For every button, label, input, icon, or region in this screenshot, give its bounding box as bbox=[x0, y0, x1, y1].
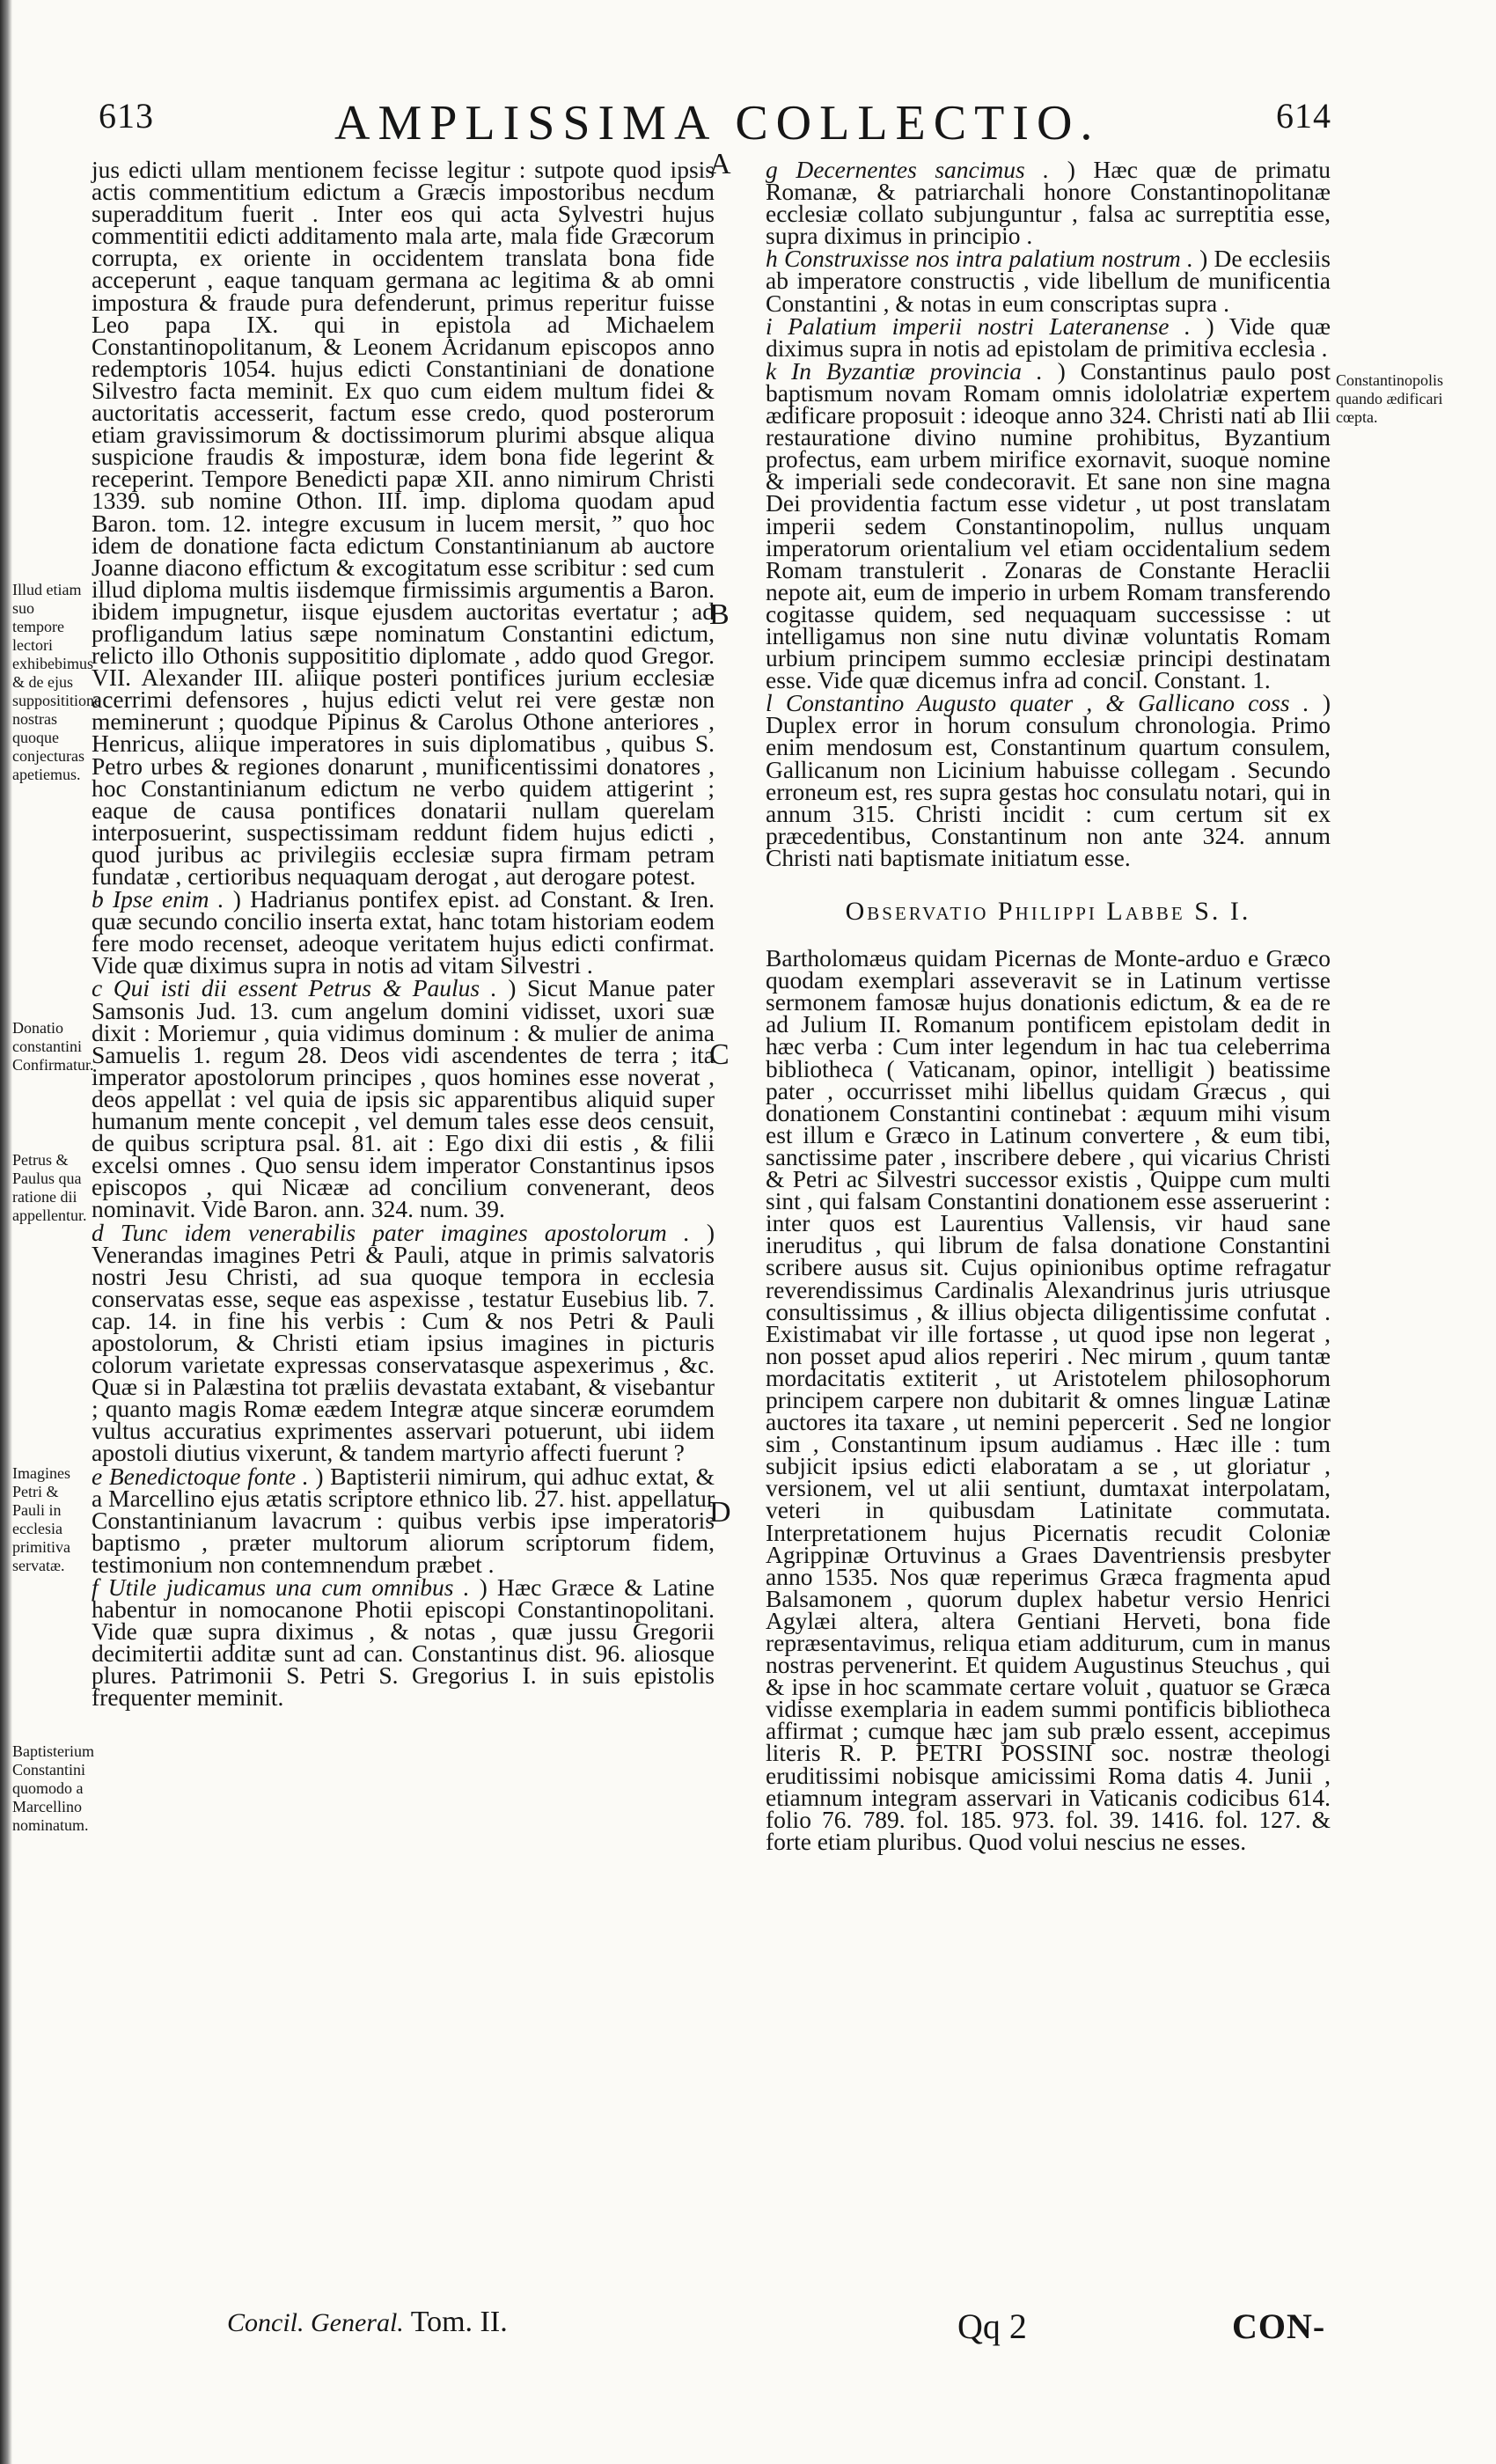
section-letter: A bbox=[709, 148, 731, 180]
note-lemma: b Ipse enim . bbox=[92, 885, 224, 913]
margin-note: Baptisterium Constantini quomodo a Marcellino nominatum. bbox=[12, 1742, 94, 1834]
note-text: ) Venerandas imagines Petri & Pauli, atque in primis salvatoris nostri Jesu Christi, ad sua quoque tempora in ecclesia conservatas esse, seque eas aspexisse , testatur Eusebius lib. 7. cap. 14. in fine his verbis : Cum & nos Petri & Pauli apostolorum, & Christi etiam ipsius imagines in picturis colorum varietate expressas conservatasque aspexerimus , &c. Quæ si in Palæstina tot præliis devastata extabant, & visebantur ; quanto magis Romæ eædem Integræ atque sinceræ eorumdem vultus accuratius exprimentes asservari potuerunt, ubi iidem apostoli diutius vixerunt, & tandem martyrio affecti fuerunt ? bbox=[92, 1218, 715, 1467]
footnote-k bbox=[766, 356, 1331, 694]
signature-mark: Qq 2 bbox=[957, 2306, 1027, 2346]
volume-tome: Tom. II. bbox=[410, 2306, 508, 2338]
body-paragraph: jus edicti ullam mentionem fecisse legitur : sutpote quod ipsis actis commentitium edictum a Græcis impostoribus necdum superadditum fuerit . Inter eos qui acta Sylvestri hujus commentitii edicti additamento mala arte, mala fide Græcorum corrupta, ex oriente in occidentem translata bona fide acceperunt , eaque tanquam germana ac legitima & ab omni impostura & fraude pura defenderunt, primus reperitur fuisse Leo papa IX. qui in epistola ad Michaelem Constantinopolitanum, & Leonem Acridanum episcopos anno redemptoris 1054. hujus edicti Constantiniani de donatione Silvestro facta meminit. Ex quo cum eidem multum fidei & auctoritatis accesserit, factum esse credo, quod posterorum etiam gravissimorum & doctissimorum plurimi absque aliqua suspicione fraudis & imposturæ, idem bona fide legerint & receperint. Tempore Benedicti papæ XII. anno nimirum Christi 1339. sub nomine Othon. III. imp. diploma quodam apud Baron. tom. 12. integre excusum in lucem mersit, ” quo hoc idem de donatione facta edictum Constantinianum ab auctore Joanne diacono effictum & excogitatum esse scribitur : sed cum illud diploma multis iisdemque firmissimis argumentis a Baron. ibidem impugnetur, iisque ejusdem auctoritas evertatur ; ad profligandum latius sæpe nominatum Constantini edictum, relicto illo Othonis supposititio diplomate , addo quod Gregor. VII. Alexander III. aliique posteri pontifices jurium ecclesiæ acerrimi defensores , hujus edicti velut rei vere gestæ non meminerunt ; quodque Pipinus & Carolus Othone anteriores , Henricus, aliique imperatores in suis diplomatibus , quibus S. Petro urbes & regiones donarunt , munificentissimi donatores , hoc Constantinianum edictum ne verbo quidem attigerint ; eaque de causa pontifices donatarii nullam querelam interposuerint, suspectissimam reddunt fidem hujus edicti , quod juribus ac privilegiis ecclesiæ supra firmam petram fundatæ , certioribus nequaquam derogat , aut derogare potest. bbox=[92, 156, 715, 890]
footnote-g bbox=[766, 156, 1331, 250]
note-text: ) De ecclesiis ab imperatore constructis , vide libellum de munificentia Constantini , & notas in eum conscriptas supra . bbox=[766, 245, 1331, 317]
footnote-h bbox=[766, 245, 1331, 317]
section-letter: D bbox=[709, 1496, 731, 1529]
note-lemma: e Benedictoque fonte . bbox=[92, 1462, 309, 1490]
note-lemma: i Palatium imperii nostri Lateranense . bbox=[766, 312, 1191, 340]
margin-note: Donatio constantini Confirmatur. bbox=[12, 1019, 94, 1074]
margin-note: Constantinopolis quando ædificari cœpta. bbox=[1336, 371, 1444, 426]
footnote-b bbox=[92, 885, 715, 979]
section-letter: B bbox=[709, 598, 730, 631]
note-lemma: g Decernentes sancimus . bbox=[766, 156, 1050, 183]
volume-reference bbox=[227, 2306, 508, 2339]
running-header bbox=[0, 95, 1496, 157]
observatio-paragraph: Bartholomæus quidam Picernas de Monte-arduo e Græco quodam exemplari asseveravit se in Latinum vertisse sermonem famosæ hujus donationis edictum, & ea de re ad Julium II. Romanum pontificem epistolam dedit in hæc verba : Cum inter legendum in hac tua celeberrima bibliotheca ( Vaticanam, opinor, intelligit ) beatissime pater , occurrisset mihi libellus quidam Græcus , qui donationem Constantini continebat : æquum mihi visum est illum e Græco in Latinum convertere , & eum tibi, sanctissime pater , inscribere debere , qui vicarius Christi & Petri ac Silvestri successor existis , Quippe cum multi sint , qui falsam Constantini donationem esse asseruerint : inter quos est Laurentius Vallensis, vir haud sane ineruditus , qui librum de falsa donatione Constantini scribere ausus sit. Cujus opinionibus optime refragatur reverendissimus Cardinalis Alexandrinus juris utriusque consultissimus , & illius objecta diligentissime confutat . Existimabat vir ille fortasse , ut quod ipse non legerat , non posset apud alios reperiri . Nec mirum , quum tantæ mordacitatis extiterit , ut Aristotelem philosophorum principem carpere non dubitarit & omnes linguæ Latinæ auctores ita taxare , ut nemini pepercerit . Sed ne longior sim , Constantinum ipsum audiamus . Hæc ille : tum subjicit ipsius edicti elaboratam a se , ut gloriatur , versionem, vel ut alii sentiunt, dumtaxat interpolatam, veteri in quibusdam Latinitate commutata. Interpretationem hujus Picernatis recudit Coloniæ Agrippinæ Ortuvinus a Graes Daventriensis presbyter anno 1535. Nos quæ reperimus Græca fragmenta apud Balsamonem , quorum duplex habetur versio Henrici Agylæi altera, altera Gentiani Herveti, bona fide repræsentavimus, reliqua etiam additurum, cum in manus nostras pervenerint. Et quidem Augustinus Steuchus , qui & ipse in hoc scammate certare voluit , quatuor se Græca vidisse exemplaria in eadem summi pontificis bibliotheca affirmat ; cumque hæc jam sub prælo essent, accepimus literis R. P. PETRI POSSINI soc. nostræ theologi eruditissimi nobisque amicissimi Roma datis 4. Junii , etiamnum integram asservari in Vaticanis codicibus 614. folio 76. 789. fol. 185. 973. fol. 39. 1416. fol. 127. & forte etiam pluribus. Quod volui nescius ne esses. bbox=[766, 944, 1331, 1855]
section-letter: C bbox=[709, 1038, 730, 1071]
note-text: ) Hæc Græce & Latine habentur in nomocanone Photii episcopi Constantinopolitani. Vide quæ supra diximus , & notas , quæ jussu Gregorii decimitertii additæ sunt ad can. Constantinus dist. 96. aliosque plures. Patrimonii S. Petri S. Gregorius I. in suis epistolis frequenter meminit. bbox=[92, 1573, 715, 1712]
note-lemma: c Qui isti dii essent Petrus & Paulus . bbox=[92, 974, 497, 1002]
note-lemma: l Constantino Augusto quater , & Gallicano coss . bbox=[766, 689, 1309, 717]
note-text: ) Constantinus paulo post baptismum novam Romam omnis idololatriæ expertem ædificare proposuit : ideoque anno 324. Christi nati ab Ilii restauratione divino numine prohibitus, Byzantium profectus, eam urbem mirifice exornavit, suoque nomine & imperiali sede condecoravit. Et sane non sine magna Dei providentia factum esse videtur , ut post translatam imperii sedem Constantinopolim, nullus unquam imperatorum orientalium vel etiam occidentalium sedem Romam transtulerit . Zonaras de Constante Heraclii nepote ait, eum de imperio in urbem Romam transferendo cogitasse quidem, sed nequaquam successisse : ut intelligamus non sine nutu divinæ voluntatis Romam urbium principem summo ecclesiæ principi destinatam esse. Vide quæ dicemus infra ad concil. Constant. 1. bbox=[766, 356, 1331, 694]
note-lemma: f Utile judicamus una cum omnibus . bbox=[92, 1573, 470, 1601]
note-lemma: h Construxisse nos intra palatium nostrum . bbox=[766, 245, 1193, 273]
note-text: ) Hæc quæ de primatu Romanæ, & patriarchali honore Constantinopolitanæ ecclesiæ collato subjunguntur , falsa ac surreptitia esse, supra diximus in principio . bbox=[766, 156, 1331, 250]
left-column bbox=[92, 156, 715, 1712]
footnote-i bbox=[766, 312, 1331, 362]
footnote-d bbox=[92, 1218, 715, 1467]
volume-italic: Concil. General. bbox=[227, 2308, 404, 2337]
note-text: ) Sicut Manue pater Samsonis Jud. 13. cum angelum domini vidisset, uxori suæ dixit : Moriemur , quia vidimus dominum : & mulier de anima Samuelis 1. regum 28. Deos vidi ascendentes de terra ; ita imperator apostolorum principes , quos homines esse noverat , deos appellat : vel quia de ipsis sic apparentibus aliquid super humanum mente concepit , vel demum tales esse deos censuit, de quibus scriptura psal. 81. ait : Ego dixi dii estis , & filii excelsi omnes . Quo sensu idem imperator Constantinus ipsos episcopos , qui Nicææ ad concilium convenerant, deos nominavit. Vide Baron. ann. 324. num. 39. bbox=[92, 974, 715, 1223]
page-number-right: 614 bbox=[1276, 96, 1331, 136]
note-text: ) Hadrianus pontifex epist. ad Constant. & Iren. quæ secundo concilio inserta extat, hanc totam historiam eodem fere modo recenset, adeoque veritatem hujus edicti confirmat. Vide quæ diximus supra in notis ad vitam Silvestri . bbox=[92, 885, 715, 979]
page-number-left: 613 bbox=[99, 96, 154, 136]
note-lemma: k In Byzantiæ provincia . bbox=[766, 356, 1043, 385]
running-title: AMPLISSIMA COLLECTIO. bbox=[334, 96, 1101, 150]
page-binding-shadow bbox=[0, 0, 12, 2464]
section-title: Observatio Philippi Labbe S. I. bbox=[845, 897, 1251, 926]
margin-note: Illud etiam suo tempore lectori exhibebimus & de ejus supposititione nostras quoque conjecturas apetiemus. bbox=[12, 581, 102, 783]
right-column bbox=[766, 156, 1331, 1855]
footnote-e bbox=[92, 1462, 715, 1578]
footnote-c bbox=[92, 974, 715, 1223]
footnote-f bbox=[92, 1573, 715, 1712]
note-text: ) Vide quæ diximus supra in notis ad epistolam de primitiva ecclesia . bbox=[766, 312, 1331, 362]
note-text: ) Duplex error in horum consulum chronologia. Primo enim mendosum est, Constantinum quartum consulem, Gallicanum non Licinium habuisse collegam . Secundo erroneum est, res supra gestas hoc consulatu notari, qui in annum 315. Christi incidit : cum certum sit ex præcedentibus, Constantinum non ante 324. annum Christi nati baptismate initiatum esse. bbox=[766, 689, 1331, 871]
note-lemma: d Tunc idem venerabilis pater imagines apostolorum . bbox=[92, 1218, 690, 1246]
margin-note: Petrus & Paulus qua ratione dii appellentur. bbox=[12, 1151, 87, 1224]
margin-note: Imagines Petri & Pauli in ecclesia primitiva servatæ. bbox=[12, 1464, 70, 1574]
note-text: ) Baptisterii nimirum, qui adhuc extat, & a Marcellino ejus ætatis scriptore ethnico lib. 27. hist. appellatur Constantinianum lavacrum : quibus verbis ipse imperatoris baptismo , præter multorum aliorum scriptorum fidem, testimonium non contemnendum præbet . bbox=[92, 1462, 715, 1578]
catchword: CON- bbox=[1232, 2306, 1326, 2346]
page-footer bbox=[0, 2306, 1496, 2358]
footnote-l bbox=[766, 689, 1331, 871]
